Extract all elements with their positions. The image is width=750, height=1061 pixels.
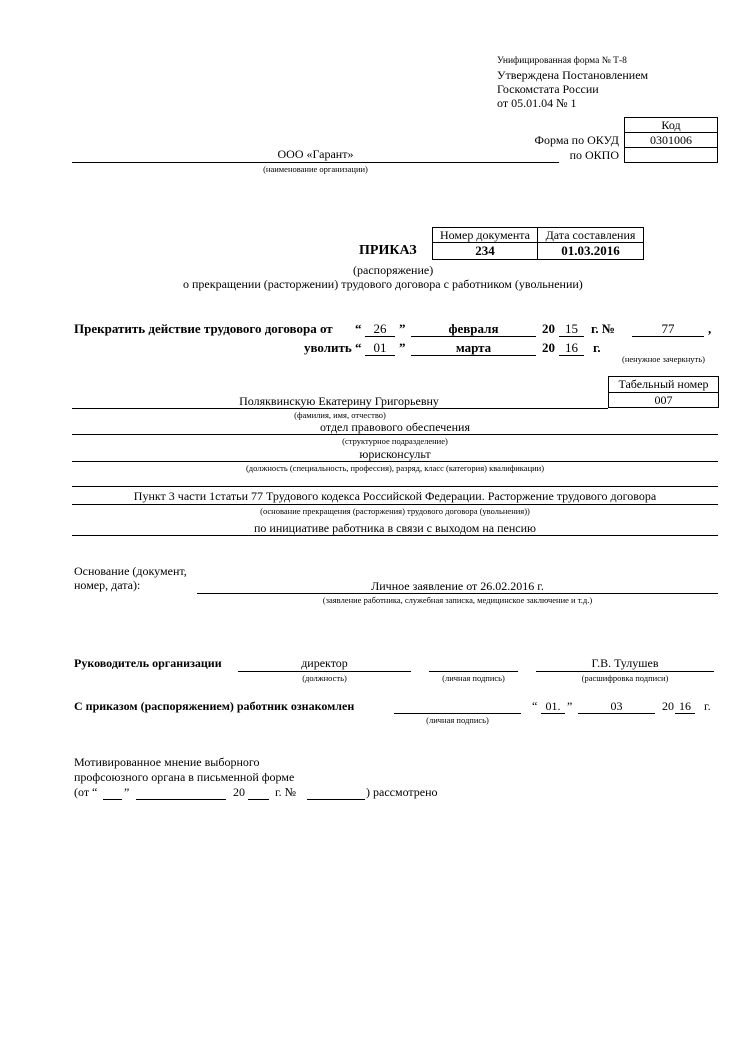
okud-value-cell[interactable]: 0301006: [624, 132, 718, 148]
approval-line-1: Утверждена Постановлением: [497, 68, 649, 82]
ack-year-prefix: 20: [662, 699, 674, 713]
terminate-label: Прекратить действие трудового договора от: [74, 321, 333, 336]
head-signature-line[interactable]: [429, 671, 518, 672]
head-name-caption: (расшифровка подписи): [581, 673, 669, 683]
union-line-1: Мотивированное мнение выборного: [74, 755, 260, 769]
ack-year-suffix: г.: [704, 699, 711, 713]
ack-day[interactable]: 01.: [545, 699, 561, 713]
union-from-label: (от: [74, 785, 90, 799]
dismiss-year-underline: [559, 355, 584, 356]
reason-line-1[interactable]: Пункт 3 части 1статьи 77 Трудового кодекса Российской Федерации. Расторжение трудового договора: [133, 489, 657, 503]
employee-name[interactable]: Поляквинскую Екатерину Григорьевну: [239, 394, 439, 408]
okud-label: Форма по ОКУД: [534, 133, 619, 147]
reason-caption: (основание прекращения (расторжения) трудового договора (увольнения)): [260, 506, 530, 516]
dismiss-day[interactable]: 01: [373, 340, 387, 355]
order-description: о прекращении (расторжении) трудового договора с работником (увольнении): [183, 277, 583, 291]
contract-number-label: г. №: [591, 321, 616, 336]
union-day-line[interactable]: [103, 799, 122, 800]
ack-signature-caption: (личная подпись): [426, 715, 489, 725]
tab-number-header: Табельный номер: [608, 376, 719, 393]
contract-year[interactable]: 15: [565, 321, 578, 336]
basis-label-2: номер, дата):: [74, 578, 141, 592]
open-quote-1: “: [355, 321, 362, 336]
employee-name-caption: (фамилия, имя, отчество): [294, 410, 386, 420]
doc-number-value[interactable]: 234: [432, 242, 538, 260]
basis-caption: (заявление работника, служебная записка, медицинское заключение и т.д.): [322, 595, 593, 605]
department-caption: (структурное подразделение): [342, 436, 448, 446]
dismiss-month-underline: [411, 355, 536, 356]
close-quote-2: ”: [399, 340, 406, 355]
contract-year-prefix: 20: [542, 321, 555, 336]
contract-number-underline: [632, 336, 704, 337]
union-considered: ) рассмотрено: [366, 785, 438, 799]
dismiss-year[interactable]: 16: [565, 340, 578, 355]
basis-value[interactable]: Личное заявление от 26.02.2016 г.: [371, 579, 544, 593]
approval-line-2: Госкомстата России: [497, 82, 599, 96]
head-signature-caption: (личная подпись): [442, 673, 505, 683]
open-quote-2: “: [355, 340, 362, 355]
contract-number[interactable]: 77: [661, 321, 675, 336]
head-name-underline: [536, 671, 714, 672]
union-year-line[interactable]: [248, 799, 269, 800]
strike-note: (ненужное зачеркнуть): [622, 354, 705, 364]
union-open-quote: “: [92, 785, 98, 799]
dismiss-label: уволить: [304, 340, 352, 355]
union-close-quote: ”: [124, 785, 130, 799]
department-underline: [72, 434, 718, 435]
ack-month-underline: [578, 713, 655, 714]
contract-month-underline: [411, 336, 536, 337]
ack-day-underline: [541, 713, 565, 714]
union-number-line[interactable]: [307, 799, 365, 800]
doc-number-header: Номер документа: [432, 227, 538, 243]
contract-day[interactable]: 26: [373, 321, 387, 336]
dismiss-day-underline: [365, 355, 395, 356]
reason-top-rule: [72, 486, 718, 487]
organization-caption: (наименование организации): [263, 164, 368, 174]
organization-name[interactable]: ООО «Гарант»: [277, 147, 354, 161]
dismiss-month[interactable]: марта: [455, 340, 492, 355]
doc-date-value[interactable]: 01.03.2016: [537, 242, 644, 260]
union-year-prefix: 20: [233, 785, 245, 799]
reason-line-1-underline: [72, 504, 718, 505]
okpo-value-cell[interactable]: [624, 147, 718, 163]
head-position-underline: [238, 671, 411, 672]
dismiss-year-prefix: 20: [542, 340, 555, 355]
union-number-label: г. №: [275, 785, 297, 799]
contract-month[interactable]: февраля: [448, 321, 499, 336]
order-title: ПРИКАЗ: [359, 243, 417, 258]
ack-year[interactable]: 16: [679, 699, 691, 713]
doc-date-header: Дата составления: [537, 227, 644, 243]
union-month-line[interactable]: [136, 799, 226, 800]
comma: ,: [708, 321, 712, 336]
basis-label-1: Основание (документ,: [74, 564, 187, 578]
order-subtitle: (распоряжение): [353, 263, 434, 277]
dismiss-year-suffix: г.: [593, 340, 601, 355]
head-name[interactable]: Г.В. Тулушев: [591, 656, 659, 670]
okpo-label: по ОКПО: [569, 148, 619, 162]
head-position[interactable]: директор: [301, 656, 348, 670]
ack-close-quote: ”: [567, 699, 573, 713]
ack-label: С приказом (распоряжением) работник ознакомлен: [74, 699, 355, 713]
head-position-caption: (должность): [302, 673, 347, 683]
ack-month[interactable]: 03: [610, 699, 623, 713]
basis-underline: [197, 593, 718, 594]
code-header-cell: Код: [624, 117, 718, 133]
close-quote-1: ”: [399, 321, 406, 336]
contract-year-underline: [559, 336, 584, 337]
reason-line-2-underline: [72, 535, 718, 536]
position-caption: (должность (специальность, профессия), разряд, класс (категория) квалификации): [245, 463, 545, 473]
unified-form-label: Унифицированная форма № Т-8: [497, 56, 627, 66]
contract-day-underline: [365, 336, 395, 337]
organization-underline: [72, 162, 559, 163]
department[interactable]: отдел правового обеспечения: [320, 420, 470, 434]
position-underline: [72, 461, 718, 462]
reason-line-2[interactable]: по инициативе работника в связи с выходом на пенсию: [253, 521, 536, 535]
head-label: Руководитель организации: [74, 656, 222, 670]
tab-number-value[interactable]: 007: [608, 392, 719, 408]
position[interactable]: юрисконсульт: [359, 447, 431, 461]
ack-signature-line[interactable]: [394, 713, 521, 714]
union-line-2: профсоюзного органа в письменной форме: [74, 770, 295, 784]
employee-name-underline: [72, 408, 608, 409]
ack-year-underline: [675, 713, 695, 714]
approval-line-3: от 05.01.04 № 1: [497, 96, 577, 110]
ack-open-quote: “: [532, 699, 538, 713]
